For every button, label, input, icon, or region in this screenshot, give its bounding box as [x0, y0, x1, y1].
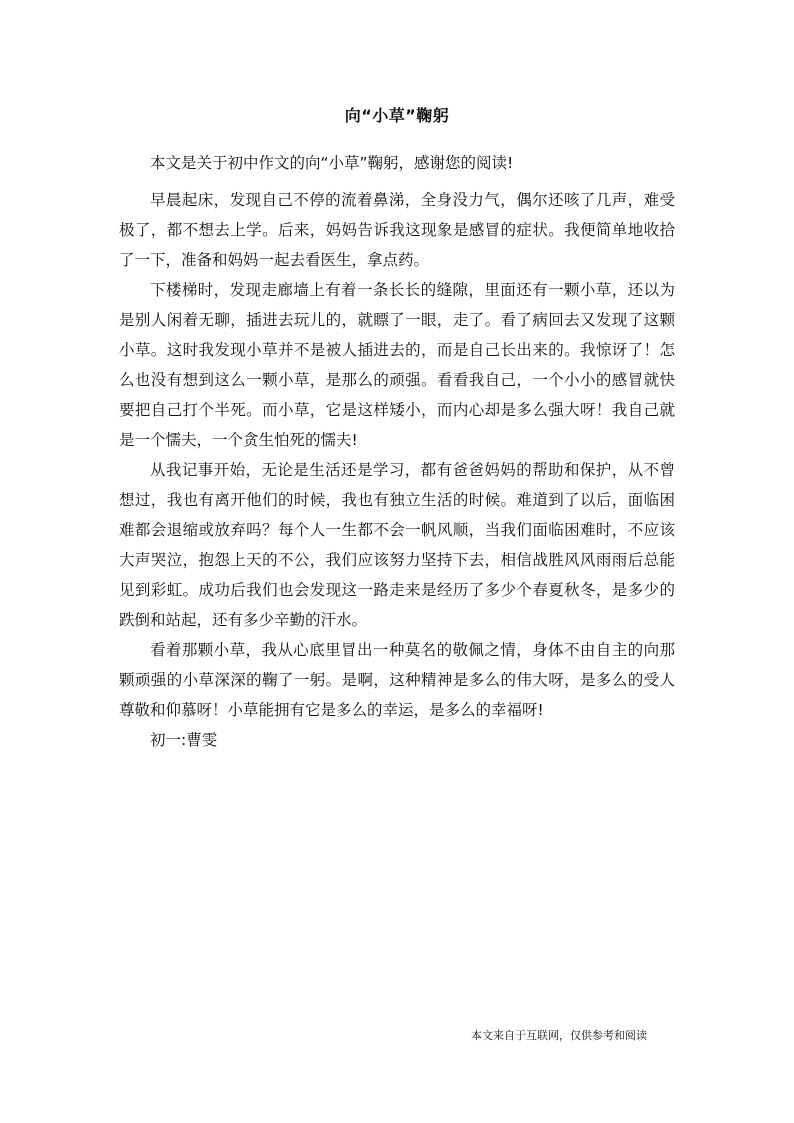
paragraph-3: 从我记事开始，无论是生活还是学习，都有爸爸妈妈的帮助和保护，从不曾想过，我也有离开他们的时候，我也有独立生活的时候。难道到了以后，面临困难都会退缩或放弃吗？每个人一生都不会一帆风顺，当我们面临困难时，不应该大声哭泣，抱怨上天的不公，我们应该努力坚持下去，相信战胜风风雨雨后总能见到彩虹。成功后我们也会发现这一路走来是经历了多少个春夏秋冬，是多少的跌倒和站起，还有多少辛勤的汗水。 [119, 461, 675, 629]
document-title: 向“小草”鞠躬 [344, 106, 450, 125]
document-body [119, 148, 675, 755]
paragraph-4: 看着那颗小草，我从心底里冒出一种莫名的敬佩之情，身体不由自主的向那颗顽强的小草深深的鞠了一躬。是啊，这种精神是多么的伟大呀，是多么的受人尊敬和仰慕呀！小草能拥有它是多么的幸运，是多么的幸福呀! [119, 641, 675, 719]
paragraph-2: 下楼梯时，发现走廊墙上有着一条长长的缝隙，里面还有一颗小草，还以为是别人闲着无聊，插进去玩儿的，就瞟了一眼，走了。看了病回去又发现了这颗小草。这时我发现小草并不是被人插进去的，而是自己长出来的。我惊讶了！怎么也没有想到这么一颗小草，是那么的顽强。看看我自己，一个小小的感冒就快要把自己打个半死。而小草，它是这样矮小，而内心却是多么强大呀！我自己就是一个懦夫，一个贪生怕死的懦夫! [119, 281, 675, 449]
intro-paragraph: 本文是关于初中作文的向“小草”鞠躬，感谢您的阅读! [150, 154, 514, 172]
paragraph-1: 早晨起床，发现自己不停的流着鼻涕，全身没力气，偶尔还咳了几声，难受极了，都不想去上学。后来，妈妈告诉我这现象是感冒的症状。我便简单地收拾了一下，准备和妈妈一起去看医生，拿点药。 [119, 191, 675, 269]
author-line: 初一:曹雯 [150, 731, 218, 749]
footer-note: 本文来自于互联网，仅供参考和阅读 [471, 1029, 647, 1042]
